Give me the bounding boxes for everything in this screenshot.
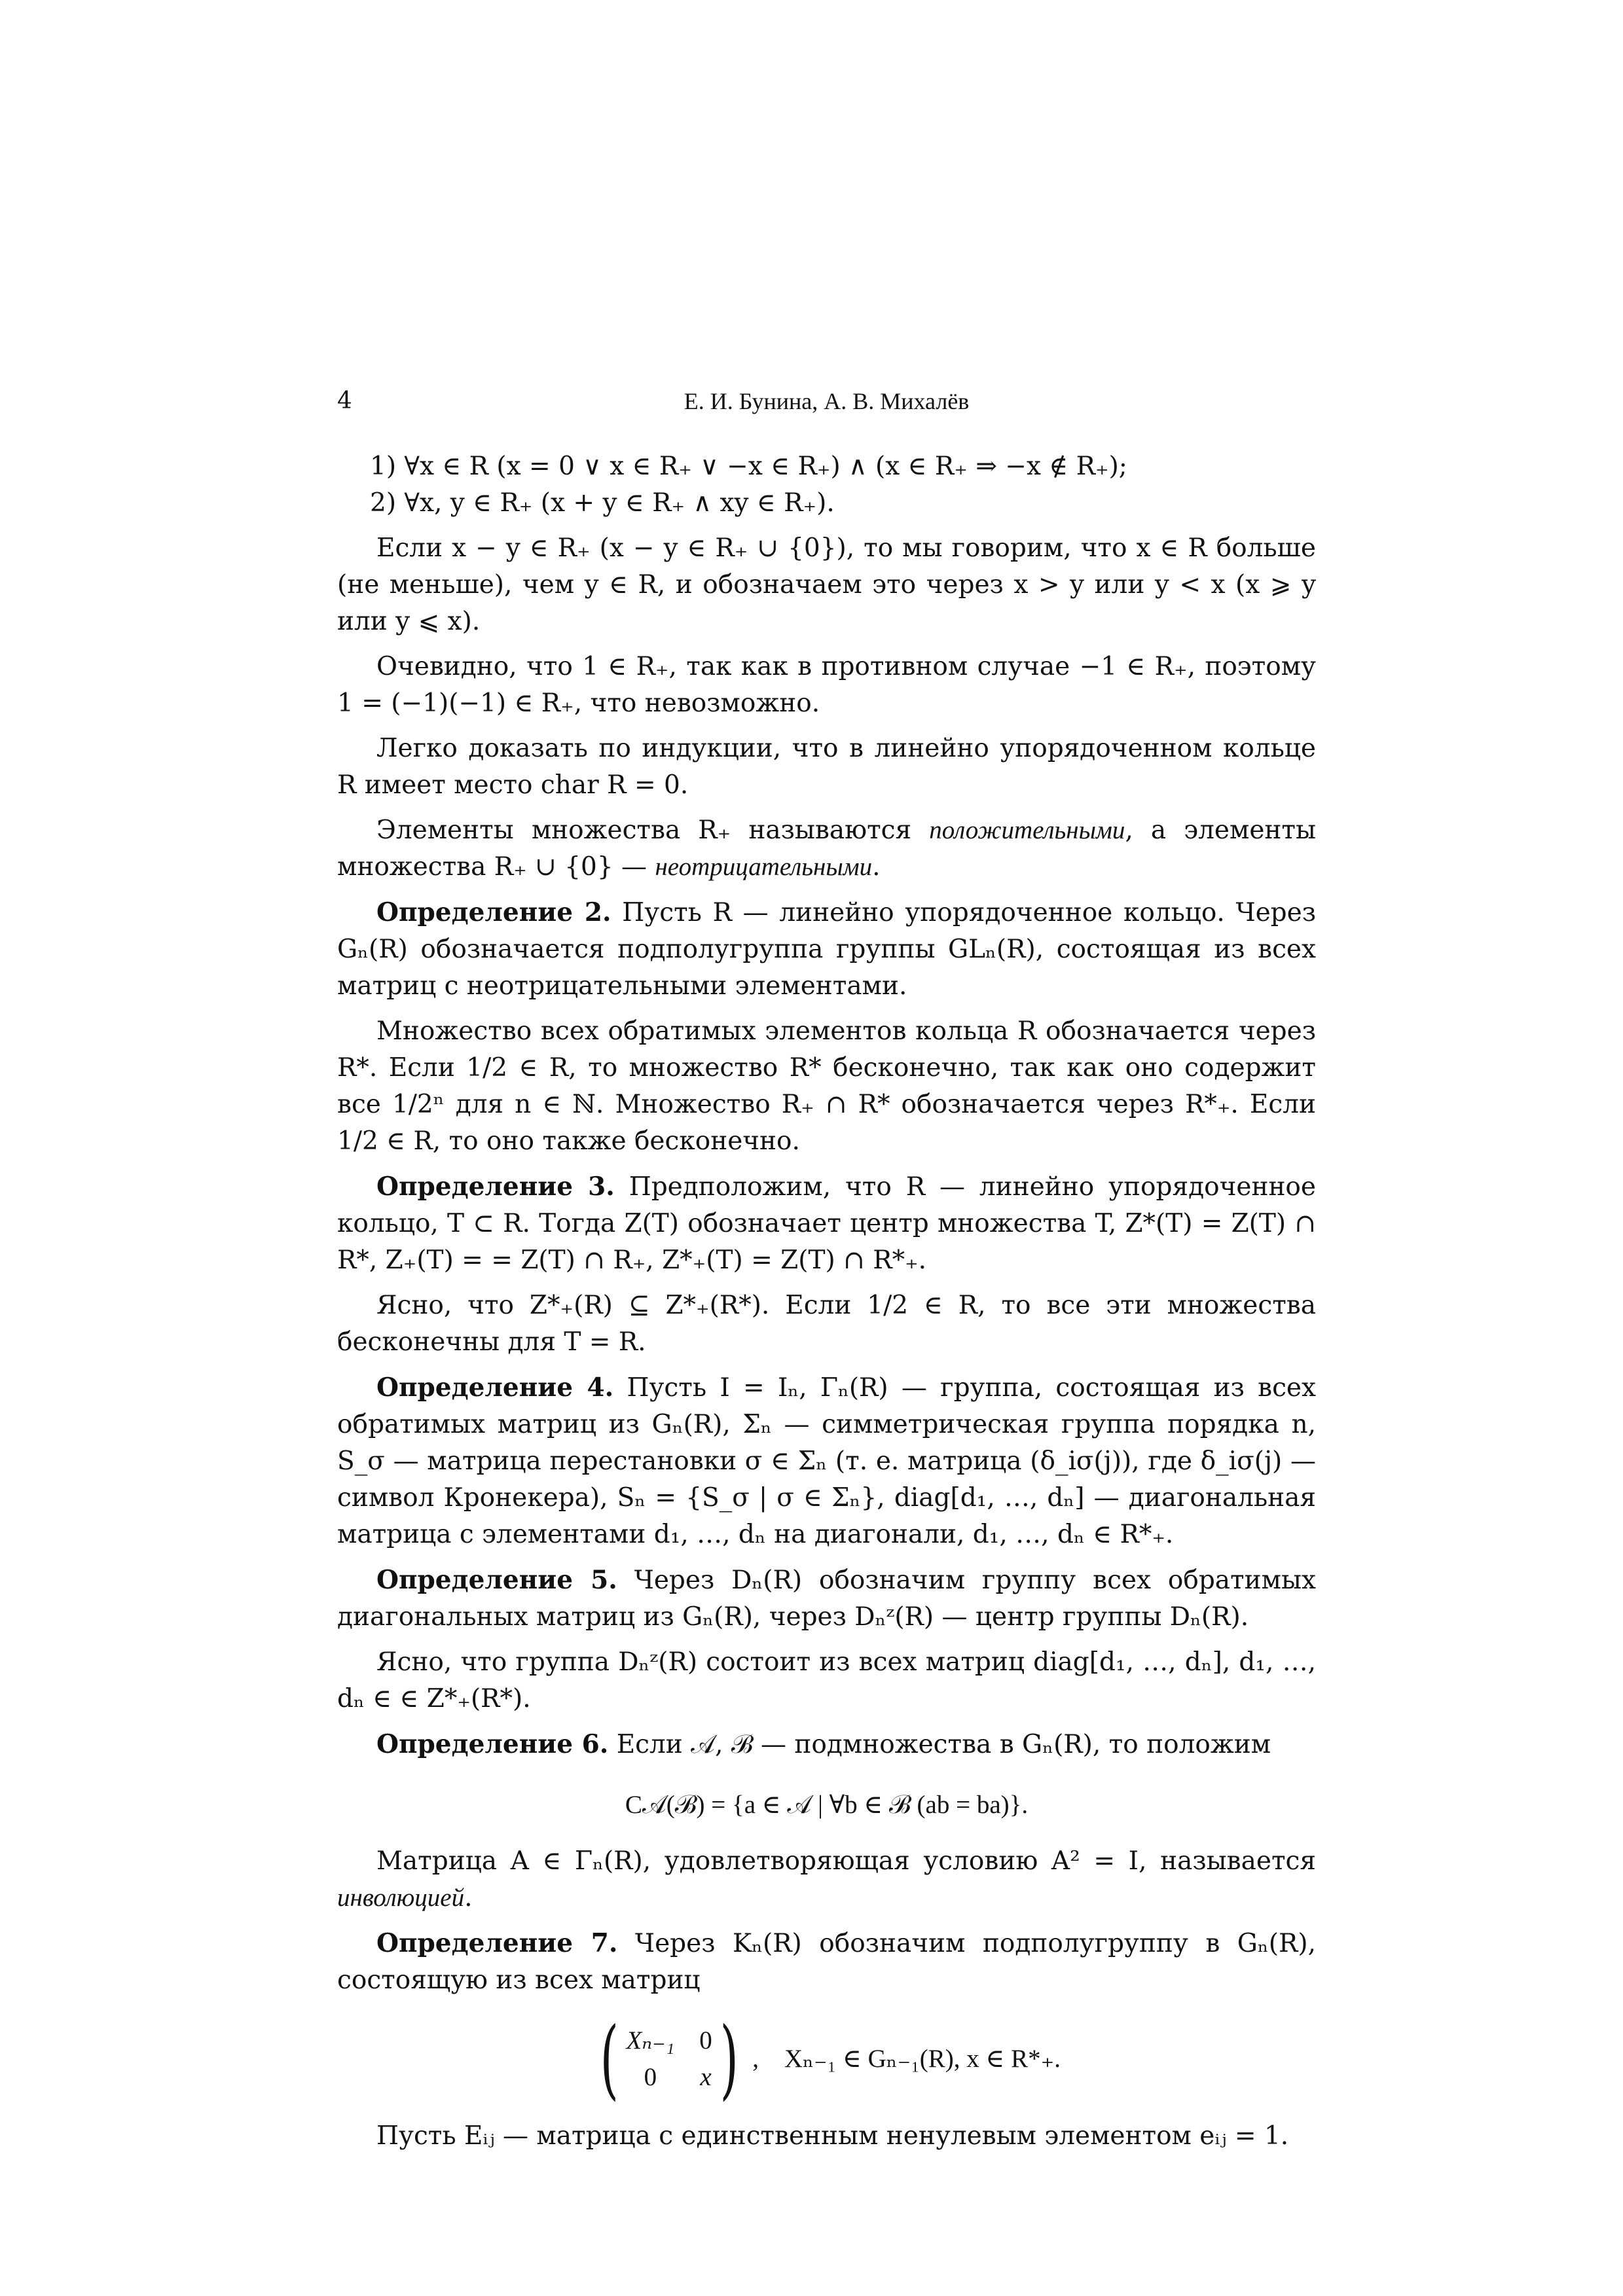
definition-5-label: Определение 5. [376, 1565, 617, 1595]
page [337, 383, 1316, 2155]
definition-7-label: Определение 7. [376, 1928, 618, 1958]
definition-3-label: Определение 3. [376, 1172, 615, 1202]
clear-paragraph-2: Ясно, что группа Dₙᶻ(R) состоит из всех матриц diag[d₁, …, dₙ], d₁, …, dₙ ∈ ∈ Z*₊(R*). [337, 1647, 1316, 1713]
last-paragraph: Пусть Eᵢⱼ — матрица с единственным ненулевым элементом eᵢⱼ = 1. [376, 2121, 1289, 2151]
clear-paragraph-1: Ясно, что Z*₊(R) ⊆ Z*₊(R*). Если 1/2 ∈ R, то все эти множества бесконечны для T = R. [337, 1291, 1316, 1357]
definition-6: Определение 6. Если 𝒜, ℬ — подмножества в Gₙ(R), то положим [376, 1729, 1271, 1759]
term-involution: инволюцией [337, 1884, 465, 1912]
matrix-conditions: , Xₙ₋₁ ∈ Gₙ₋₁(R), x ∈ R*₊. [752, 2045, 1061, 2073]
definition-2-label: Определение 2. [376, 897, 611, 927]
block-matrix [626, 2023, 712, 2095]
definition-4: Определение 4. Пусть I = Iₙ, Γₙ(R) — группа, состоящая из всех обратимых матриц из Gₙ(R), Σₙ — симметрическая группа порядка n, S_σ — матрица перестановки σ ∈ Σₙ (т. е. матрица (δ_iσ(j)), где δ_iσ(j) — символ Кронекера), Sₙ = {S_σ | σ ∈ Σₙ}, diag[d₁, …, dₙ] — диагональная матрица с элементами d₁, …, dₙ на диагонали, d₁, …, dₙ ∈ R*₊. [337, 1372, 1316, 1549]
definition-6-label: Определение 6. [376, 1729, 609, 1759]
matrix-cell: 0 [644, 2063, 657, 2091]
matrix-cell: x [700, 2063, 712, 2091]
block-matrix-display [337, 2009, 1316, 2109]
matrix-cell: 0 [699, 2026, 712, 2054]
definition-3: Определение 3. Предположим, что R — линейно упорядоченное кольцо, T ⊂ R. Тогда Z(T) обозначает центр множества T, Z*(T) = Z(T) ∩ R*, Z₊(T) = = Z(T) ∩ R₊, Z*₊(T) = Z(T) ∩ R*₊. [337, 1172, 1316, 1275]
running-header [337, 383, 1316, 420]
term-nonnegative: неотрицательными [655, 853, 873, 881]
definition-5: Определение 5. Через Dₙ(R) обозначим группу всех обратимых диагональных матриц из Gₙ(R), через Dₙᶻ(R) — центр группы Dₙ(R). [337, 1565, 1316, 1632]
induction-paragraph: Легко доказать по индукции, что в линейно упорядоченном кольце R имеет место char R = 0. [337, 734, 1316, 800]
left-paren: ( [600, 2009, 619, 2109]
obvious-paragraph: Очевидно, что 1 ∈ R₊, так как в противном случае −1 ∈ R₊, поэтому 1 = (−1)(−1) ∈ R₊, что невозможно. [337, 652, 1316, 718]
centralizer-formula: C𝒜(ℬ) = {a ∈ 𝒜 | ∀b ∈ ℬ (ab = ba)}. [625, 1791, 1029, 1819]
term-positive: положительными [929, 816, 1125, 844]
order-definition: Если x − y ∈ R₊ (x − y ∈ R₊ ∪ {0}), то мы говорим, что x ∈ R больше (не меньше), чем y ∈ R, и обозначаем это через x > y или y < x (x ⩾ y или y ⩽ x). [337, 533, 1316, 636]
involution-paragraph: Матрица A ∈ Γₙ(R), удовлетворяющая условию A² = I, называется инволюцией. [337, 1846, 1316, 1912]
definition-7: Определение 7. Через Kₙ(R) обозначим подполугруппу в Gₙ(R), состоящую из всех матриц [337, 1928, 1316, 1995]
matrix-cell: Xₙ₋₁ [626, 2026, 675, 2054]
condition-1: 1) ∀x ∈ R (x = 0 ∨ x ∈ R₊ ∨ −x ∈ R₊) ∧ (x ∈ R₊ ⇒ −x ∉ R₊); [370, 452, 1127, 481]
invertible-paragraph: Множество всех обратимых элементов кольца R обозначается через R*. Если 1/2 ∈ R, то множество R* бесконечно, так как оно содержит все 1/2ⁿ для n ∈ ℕ. Множество R₊ ∩ R* обозначается через R*₊. Если 1/2 ∈ R, то оно также бесконечно. [337, 1016, 1316, 1156]
definition-2: Определение 2. Пусть R — линейно упорядоченное кольцо. Через Gₙ(R) обозначается подполугруппа группы GLₙ(R), состоящая из всех матриц с неотрицательными элементами. [337, 897, 1316, 1001]
definition-4-label: Определение 4. [376, 1372, 614, 1403]
authors: Е. И. Бунина, А. В. Михалёв [684, 388, 970, 414]
page-number: 4 [337, 387, 352, 414]
positive-paragraph: Элементы множества R₊ называются положительными, а элементы множества R₊ ∪ {0} — неотрицательными. [337, 816, 1317, 882]
condition-2: 2) ∀x, y ∈ R₊ (x + y ∈ R₊ ∧ xy ∈ R₊). [370, 488, 835, 518]
right-paren: ) [720, 2009, 739, 2109]
